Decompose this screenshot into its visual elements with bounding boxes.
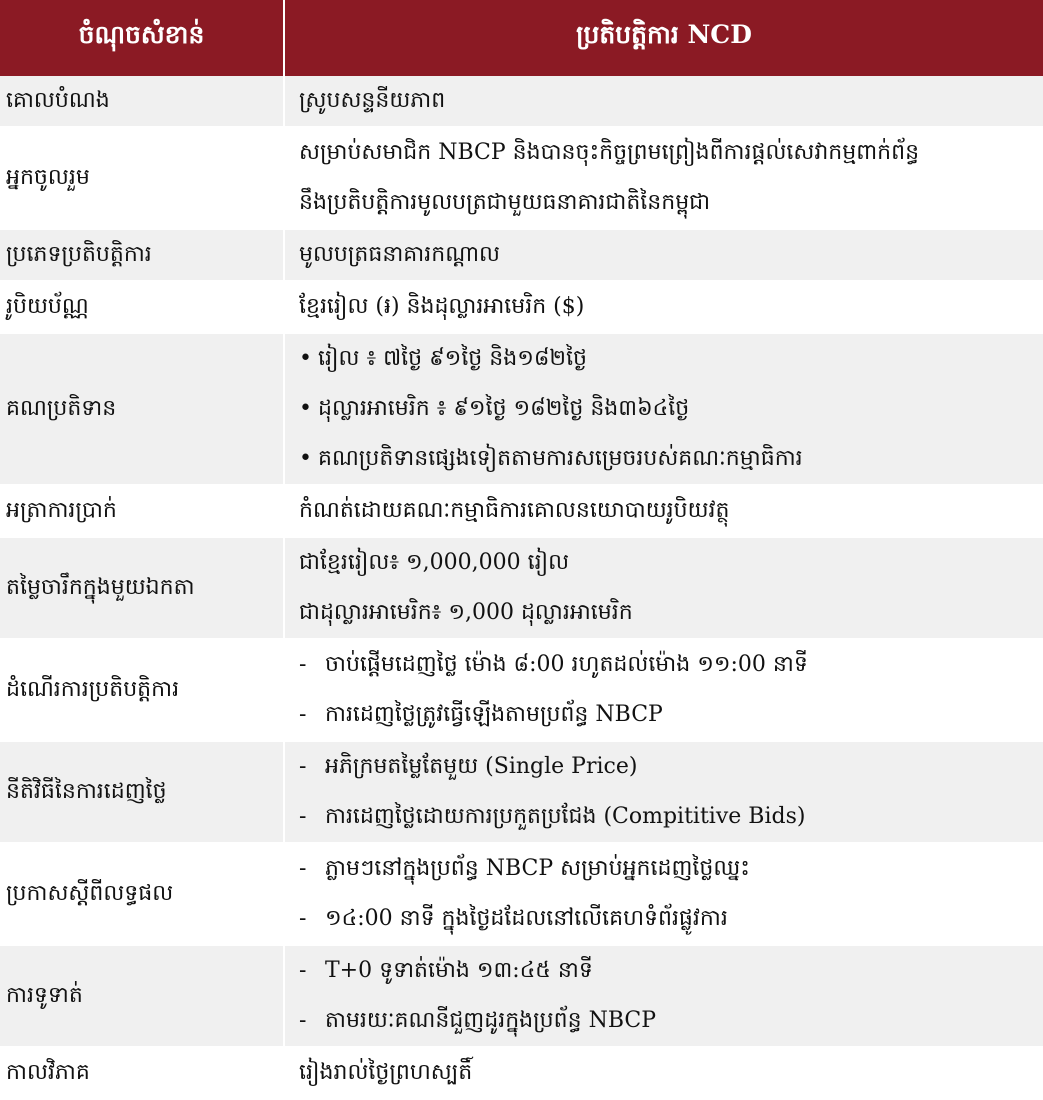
- row-value: [284, 741, 1043, 843]
- row-label: គណប្រតិទាន: [0, 333, 284, 485]
- bullet-item: [299, 434, 1043, 484]
- row-label: តម្លៃចារឹកក្នុងមួយឯកតា: [0, 537, 284, 639]
- row-label: អ្នកចូលរួម: [0, 127, 284, 229]
- dash-item: [299, 844, 1043, 894]
- dash-item: [299, 946, 1043, 996]
- row-label: ដំណើរការប្រតិបត្តិការ: [0, 639, 284, 741]
- row-label: ការទូទាត់: [0, 945, 284, 1047]
- dash-item: [299, 690, 1043, 740]
- table-row: [0, 639, 1043, 741]
- bullet-text: រៀល ៖ ៧ថ្ងៃ ៩១ថ្ងៃ និង១៨២ថ្ងៃ: [317, 346, 588, 371]
- value-line: នឹងប្រតិបត្តិការមូលបត្រជាមួយធនាគារជាតិនៃកម្ពុជា: [299, 190, 711, 215]
- table-row: [0, 843, 1043, 945]
- table-row: [0, 229, 1043, 281]
- value-line: កំណត់ដោយគណៈកម្មាធិការគោលនយោបាយរូបិយវត្ថុ: [299, 498, 730, 523]
- row-label: នីតិវិធីនៃការដេញថ្លៃ: [0, 741, 284, 843]
- dash-text: អភិក្រមតម្លៃតែមួយ (Single Price): [325, 754, 638, 779]
- row-value: [284, 76, 1043, 127]
- dash-marker: -: [299, 958, 307, 983]
- table-row: [0, 741, 1043, 843]
- value-line: ជាដុល្លារអាមេរិក៖ ១,000 ដុល្លារអាមេរិក: [299, 600, 633, 625]
- dash-text: ១៤:00 នាទី ក្នុងថ្ងៃដដែលនៅលើគេហទំព័រផ្លូវការ: [325, 906, 728, 931]
- dash-text: ការដេញថ្លៃដោយការប្រកួតប្រជែង (Compititive Bids): [325, 804, 806, 829]
- dash-text: ចាប់ផ្តើមដេញថ្លៃ ម៉ោង ៨:00 រហូតដល់ម៉ោង ១១:00 នាទី: [325, 652, 808, 677]
- table-row: [0, 281, 1043, 333]
- dash-item: [299, 640, 1043, 690]
- table-row: [0, 485, 1043, 537]
- dash-marker: -: [299, 804, 307, 829]
- value-line: ស្រូបសន្ទនីយភាព: [299, 88, 446, 113]
- value-line: រៀងរាល់ថ្ងៃព្រហស្បតិ៍: [299, 1060, 473, 1085]
- table-row: [0, 1047, 1043, 1099]
- row-value: [284, 229, 1043, 281]
- value-line: សម្រាប់សមាជិក NBCP និងបានចុះកិច្ចព្រមព្រៀងពីការផ្តល់សេវាកម្មពាក់ព័ន្ធ: [299, 140, 920, 165]
- row-value: [284, 333, 1043, 485]
- bullet-item: [299, 334, 1043, 384]
- row-value: [284, 537, 1043, 639]
- row-label: គោលបំណង: [0, 76, 284, 127]
- dash-text: ការដេញថ្លៃត្រូវធ្វើឡើងតាមប្រព័ន្ធ NBCP: [325, 702, 663, 727]
- row-value: [284, 281, 1043, 333]
- dash-text: ភ្លាមៗនៅក្នុងប្រព័ន្ធ NBCP សម្រាប់អ្នកដេញថ្លៃឈ្នះ: [325, 856, 750, 881]
- dash-text: តាមរយៈគណនីជួញដូរក្នុងប្រព័ន្ធ NBCP: [325, 1008, 657, 1033]
- bullet-item: [299, 384, 1043, 434]
- value-line: ជាខ្មែររៀល៖ ១,000,000 រៀល: [299, 550, 570, 575]
- row-value: [284, 127, 1043, 229]
- dash-item: [299, 792, 1043, 842]
- dash-item: [299, 894, 1043, 944]
- dash-item: [299, 996, 1043, 1046]
- dash-marker: -: [299, 856, 307, 881]
- row-value: [284, 843, 1043, 945]
- row-label: ប្រកាសស្តីពីលទ្ធផល: [0, 843, 284, 945]
- table-body: [0, 76, 1043, 1099]
- bullet-text: ដុល្លារអាមេរិក ៖ ៩១ថ្ងៃ ១៨២ថ្ងៃ និង៣៦៤ថ្ងៃ: [317, 396, 690, 421]
- table-header: [0, 0, 1043, 76]
- header-ncd-operation: ប្រតិបត្តិការ NCD: [284, 0, 1043, 76]
- dash-marker: -: [299, 754, 307, 779]
- header-row: [0, 0, 1043, 76]
- table-row: [0, 537, 1043, 639]
- table-row: [0, 127, 1043, 229]
- dash-marker: -: [299, 652, 307, 677]
- dash-item: [299, 742, 1043, 792]
- row-value: [284, 1047, 1043, 1099]
- value-line: មូលបត្រធនាគារកណ្តាល: [299, 242, 500, 267]
- row-label: ប្រភេទប្រតិបត្តិការ: [0, 229, 284, 281]
- dash-marker: -: [299, 1008, 307, 1033]
- table-row: [0, 76, 1043, 127]
- value-line: ខ្មែររៀល (៛) និងដុល្លារអាមេរិក ($): [299, 294, 585, 319]
- row-value: [284, 945, 1043, 1047]
- header-key-points: ចំណុចសំខាន់: [0, 0, 284, 76]
- table-row: [0, 333, 1043, 485]
- dash-marker: -: [299, 702, 307, 727]
- bullet-text: គណប្រតិទានផ្សេងទៀតតាមការសម្រេចរបស់គណៈកម្មាធិការ: [317, 446, 803, 471]
- dash-marker: -: [299, 906, 307, 931]
- row-value: [284, 639, 1043, 741]
- row-label: កាលវិភាគ: [0, 1047, 284, 1099]
- dash-text: T+0 ទូទាត់ម៉ោង ១៣:៤៥ នាទី: [325, 958, 593, 983]
- row-label: រូបិយប័ណ្ណ: [0, 281, 284, 333]
- row-value: [284, 485, 1043, 537]
- table-row: [0, 945, 1043, 1047]
- row-label: អត្រាការប្រាក់: [0, 485, 284, 537]
